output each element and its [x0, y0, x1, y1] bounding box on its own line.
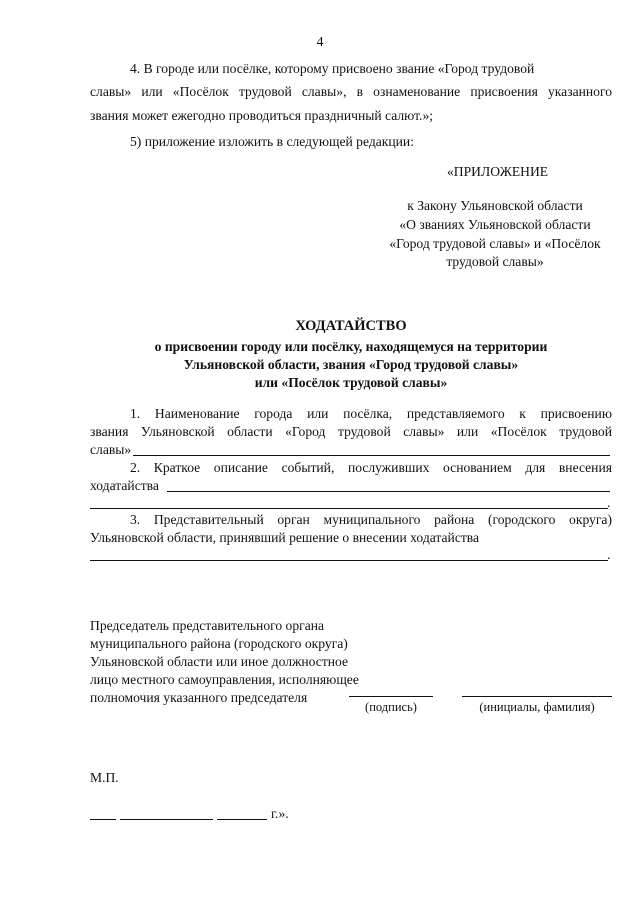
signature-line-4: лицо местного самоуправления, исполняющее: [90, 672, 359, 687]
signature-line-2: муниципального района (городского округа): [90, 636, 348, 651]
item-2-line-2: ходатайства: [90, 478, 159, 493]
item-2-period: .: [607, 495, 611, 510]
date-suffix: г.».: [271, 806, 289, 821]
page-number: 4: [316, 35, 324, 50]
item-2-line-1: 2. Краткое описание событий, послуживших основанием для внесения: [130, 460, 612, 475]
appendix-title: «ПРИЛОЖЕНИЕ: [447, 164, 549, 179]
item-3-line-2: Ульяновской области, принявший решение о внесении ходатайства: [90, 530, 480, 545]
item-3-period: .: [607, 547, 611, 562]
paragraph-5: 5) приложение изложить в следующей редакции:: [130, 134, 414, 149]
item-3-fill-line: [90, 560, 608, 561]
paragraph-4-text-1: 4. В городе или посёлке, которому присвоено звание «Город трудовой: [130, 61, 535, 76]
appendix-line-1-text: к Закону Ульяновской области: [407, 198, 583, 213]
appendix-line-3: [0, 234, 615, 253]
name-caption: (инициалы, фамилия): [479, 700, 595, 714]
signature-caption: (подпись): [365, 700, 417, 714]
item-1-line-1: 1. Наименование города или посёлка, представляемого к присвоению: [130, 406, 612, 421]
signature-fill-line: [349, 696, 433, 697]
date-month-line: [120, 819, 213, 820]
paragraph-4-line-2: славы» или «Посёлок трудовой славы», в ознаменование присвоения указанного: [90, 84, 612, 99]
petition-subtitle-3: или «Посёлок трудовой славы»: [254, 375, 448, 390]
appendix-line-2: [0, 215, 615, 234]
date-year-line: [217, 819, 267, 820]
item-2-fill-line-1: [167, 491, 610, 492]
signature-line-3: Ульяновской области или иное должностное: [90, 654, 349, 669]
appendix-line-1: [0, 196, 615, 215]
signature-line-5: полномочия указанного председателя: [90, 690, 308, 705]
appendix-line-4: [0, 252, 615, 271]
item-2-fill-line-2: [90, 508, 608, 509]
stamp-place: М.П.: [90, 770, 119, 785]
appendix-line-4-text: трудовой славы»: [446, 254, 544, 269]
petition-subtitle-1: о присвоении городу или посёлку, находящемуся на территории: [154, 339, 548, 354]
paragraph-4-line-3: звания может ежегодно проводиться праздничный салют.»;: [90, 108, 434, 123]
appendix-line-2-text: «О званиях Ульяновской области: [399, 217, 591, 232]
item-1-line-2: звания Ульяновской области «Город трудовой славы» или «Посёлок трудовой: [90, 424, 612, 439]
item-1-fill-line: [133, 455, 610, 456]
name-fill-line: [462, 696, 612, 697]
signature-line-1: Председатель представительного органа: [90, 618, 325, 633]
item-3-line-1: 3. Представительный орган муниципального района (городского округа): [130, 512, 612, 527]
petition-subtitle-2: Ульяновской области, звания «Город трудовой славы»: [183, 357, 519, 372]
item-1-line-3: славы»: [90, 442, 132, 457]
petition-title: ХОДАТАЙСТВО: [295, 318, 407, 334]
appendix-line-3-text: «Город трудовой славы» и «Посёлок: [389, 236, 601, 251]
paragraph-4-line-1: [90, 59, 612, 78]
date-day-line: [90, 819, 116, 820]
